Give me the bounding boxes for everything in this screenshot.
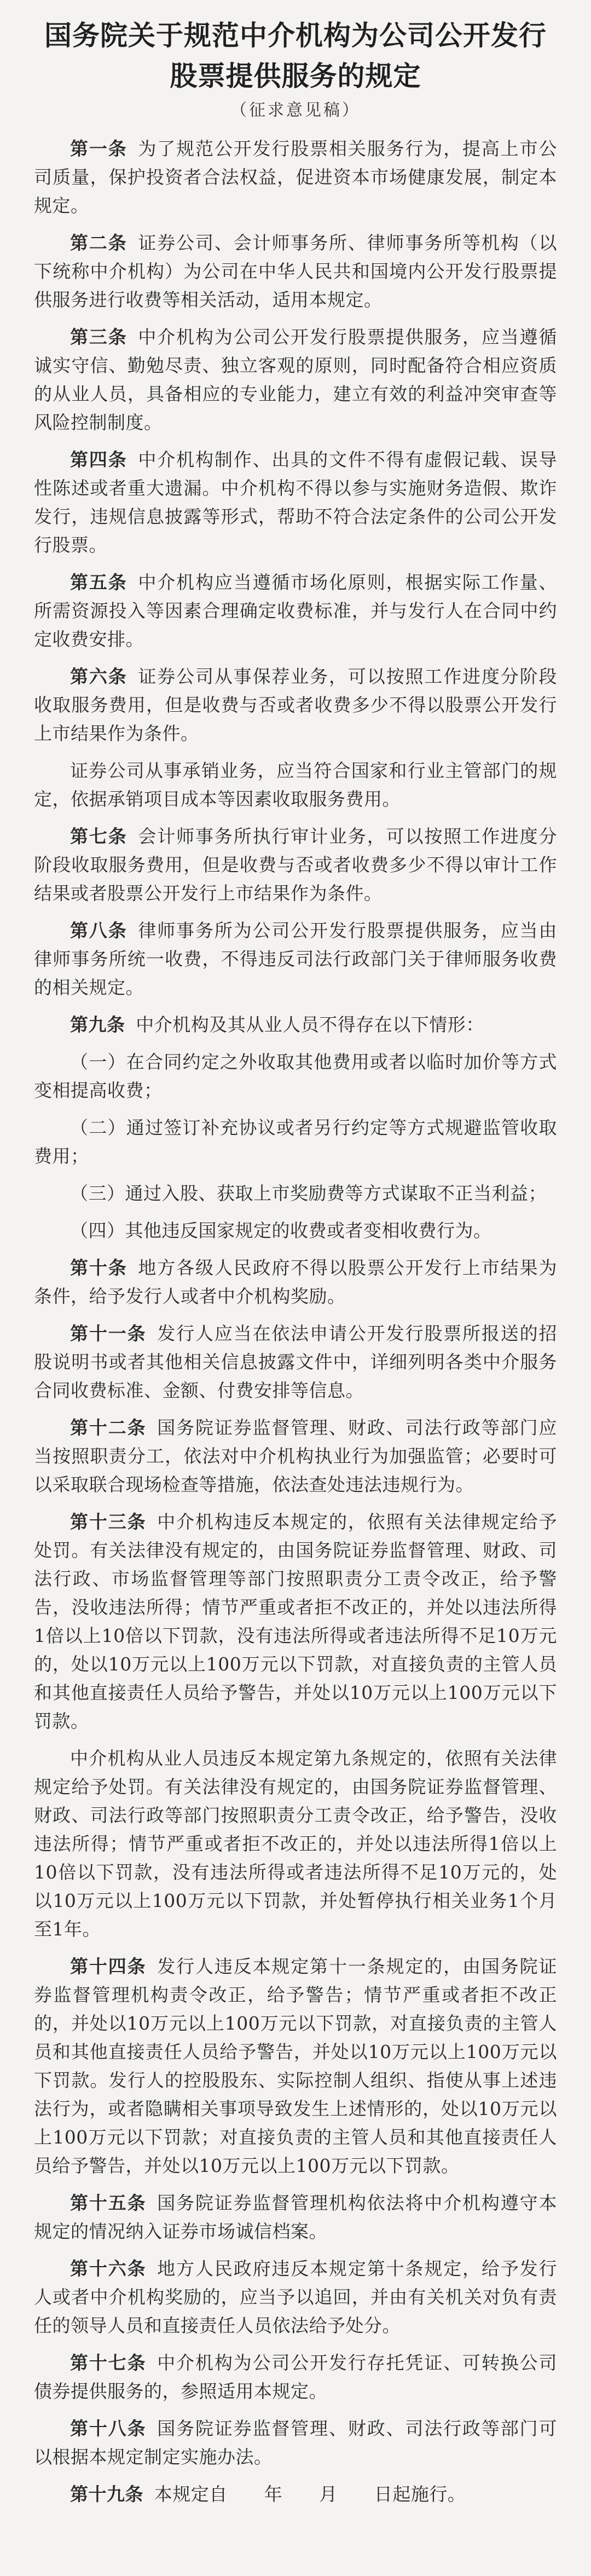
article-8 — [34, 917, 557, 1002]
article-text: 中介机构为公司公开发行股票提供服务，应当遵循诚实守信、勤勉尽责、独立客观的原则，同时配备符合相应资质的从业人员，具备相应的专业能力，建立有效的利益冲突审查等风险控制制度。 — [34, 326, 558, 433]
article-number: 第十一条 — [70, 1323, 147, 1344]
article-5 — [34, 568, 557, 654]
article-text: 地方人民政府违反本规定第十条规定，给予发行人或者中介机构奖励的，应当予以追回，并由有关机关对负有责任的领导人员和直接责任人员依法给予处分。 — [34, 2258, 558, 2336]
article-17 — [34, 2349, 557, 2406]
article-number: 第一条 — [70, 138, 128, 159]
article-text: 国务院证券监督管理、财政、司法行政等部门可以根据本规定制定实施办法。 — [34, 2418, 558, 2468]
article-number: 第二条 — [70, 232, 128, 253]
article-text: 律师事务所为公司公开发行股票提供服务，应当由律师事务所统一收费，不得违反司法行政部门关于律师服务收费的相关规定。 — [34, 920, 558, 998]
article-number: 第十九条 — [70, 2483, 143, 2505]
article-18 — [34, 2414, 557, 2471]
article-text: 本规定自 年 月 日起施行。 — [154, 2483, 466, 2505]
article-9-item-3 — [34, 1179, 557, 1208]
article-text: 发行人违反本规定第十一条规定的，由国务院证券监督管理机构责令改正，给予警告；情节严重或者拒不改正的，并处以10万元以上100万元以下罚款，对直接负责的主管人员和其他直接责任人员给予警告，并处以10万元以上100万元以下罚款。发行人的控股股东、实际控制人组织、指使从事上述违法行为，或者隐瞒相关事项导致发生上述情形的，处以10万元以上100万元以下罚款；对直接负责的主管人员和其他直接责任人员给予警告，并处以10万元以上100万元以下罚款。 — [34, 1956, 558, 2176]
article-number: 第五条 — [70, 572, 128, 593]
article-number: 第十二条 — [70, 1417, 147, 1438]
article-2 — [34, 229, 557, 314]
article-14 — [34, 1952, 557, 2180]
article-number: 第八条 — [70, 920, 128, 941]
article-text: 中介机构应当遵循市场化原则，根据实际工作量、所需资源投入等因素合理确定收费标准，并与发行人在合同中约定收费安排。 — [34, 572, 558, 650]
article-number: 第四条 — [70, 449, 128, 470]
article-9-item-4 — [34, 1217, 557, 1245]
article-text: 为了规范公开发行股票相关服务行为，提高上市公司质量，保护投资者合法权益，促进资本市场健康发展，制定本规定。 — [34, 138, 558, 216]
article-number: 第十八条 — [70, 2418, 147, 2439]
article-text: 中介机构制作、出具的文件不得有虚假记载、误导性陈述或者重大遗漏。中介机构不得以参与实施财务造假、欺诈发行，违规信息披露等形式，帮助不符合法定条件的公司公开发行股票。 — [34, 449, 558, 556]
article-number: 第三条 — [70, 326, 128, 348]
article-text: 地方各级人民政府不得以股票公开发行上市结果为条件，给予发行人或者中介机构奖励。 — [34, 1257, 558, 1307]
article-number: 第七条 — [70, 826, 128, 847]
article-number: 第十三条 — [70, 1511, 147, 1532]
article-text: （四）其他违反国家规定的收费或者变相收费行为。 — [70, 1220, 492, 1241]
article-7 — [34, 822, 557, 908]
article-text: （一）在合同约定之外收取其他费用或者以临时加价等方式变相提高收费； — [34, 1051, 557, 1101]
article-11 — [34, 1319, 557, 1405]
article-text: 中介机构违反本规定的，依照有关法律规定给予处罚。有关法律没有规定的，由国务院证券监督管理、财政、司法行政、市场监督管理等部门按照职责分工责令改正，给予警告，没收违法所得；情节严重或者拒不改正的，并处以违法所得1倍以上10倍以下罚款，没有违法所得或者违法所得不足10万元的，处以10万元以上100万元以下罚款，对直接负责的主管人员和其他直接责任人员给予警告，并处以10万元以上100万元以下罚款。 — [34, 1511, 558, 1732]
article-9-item-1 — [34, 1048, 557, 1105]
article-number: 第十四条 — [70, 1956, 147, 1977]
articles-body — [34, 135, 557, 2509]
article-13-paragraph-2 — [34, 1744, 557, 1944]
title-line-1: 国务院关于规范中介机构为公司公开发行 — [44, 19, 547, 51]
article-text: 证券公司从事保荐业务，可以按照工作进度分阶段收取服务费用，但是收费与否或者收费多少不得以股票公开发行上市结果作为条件。 — [34, 666, 558, 744]
article-text: 会计师事务所执行审计业务，可以按照工作进度分阶段收取服务费用，但是收费与否或者收费多少不得以审计工作结果或者股票公开发行上市结果作为条件。 — [34, 826, 558, 904]
article-number: 第九条 — [70, 1014, 125, 1035]
article-text: 国务院证券监督管理机构依法将中介机构遵守本规定的情况纳入证券市场诚信档案。 — [34, 2192, 558, 2242]
article-number: 第六条 — [70, 666, 128, 687]
article-text: （三）通过入股、获取上市奖励费等方式谋取不正当利益； — [70, 1183, 547, 1204]
article-10 — [34, 1254, 557, 1311]
article-9-item-2 — [34, 1114, 557, 1171]
document-subtitle: （征求意见稿） — [230, 101, 361, 120]
article-9 — [34, 1011, 557, 1039]
article-text: （二）通过签订补充协议或者另行约定等方式规避监管收取费用； — [34, 1117, 557, 1167]
article-number: 第十五条 — [70, 2192, 147, 2214]
article-number: 第十七条 — [70, 2352, 147, 2373]
article-text: 中介机构从业人员违反本规定第九条规定的，依照有关法律规定给予处罚。有关法律没有规定的，由国务院证券监督管理、财政、司法行政等部门按照职责分工责令改正，给予警告，没收违法所得；情节严重或者拒不改正的，并处以违法所得1倍以上10倍以下罚款，没有违法所得或者违法所得不足10万元的，处以10万元以上100万元以下罚款，并处暂停执行相关业务1个月至1年。 — [34, 1748, 557, 1940]
article-6 — [34, 662, 557, 748]
article-15 — [34, 2189, 557, 2246]
article-12 — [34, 1414, 557, 1499]
article-text: 中介机构为公司公开发行存托凭证、可转换公司债券提供服务的，参照适用本规定。 — [34, 2352, 558, 2402]
article-number: 第十条 — [70, 1257, 128, 1278]
article-text: 证券公司、会计师事务所、律师事务所等机构（以下统称中介机构）为公司在中华人民共和国境内公开发行股票提供服务进行收费等相关活动，适用本规定。 — [34, 232, 558, 310]
article-3 — [34, 323, 557, 437]
article-6-paragraph-2 — [34, 757, 557, 814]
article-13 — [34, 1508, 557, 1736]
article-number: 第十六条 — [70, 2258, 147, 2279]
article-1 — [34, 135, 557, 220]
article-text: 发行人应当在依法申请公开发行股票所报送的招股说明书或者其他相关信息披露文件中，详细列明各类中介服务合同收费标准、金额、付费安排等信息。 — [34, 1323, 558, 1401]
document-title — [34, 15, 557, 96]
article-4 — [34, 446, 557, 560]
article-text: 国务院证券监督管理、财政、司法行政等部门应当按照职责分工，依法对中介机构执业行为加强监管；必要时可以采取联合现场检查等措施，依法查处违法违规行为。 — [34, 1417, 558, 1495]
article-16 — [34, 2255, 557, 2340]
title-line-2: 股票提供服务的规定 — [170, 60, 421, 92]
article-text: 证券公司从事承销业务，应当符合国家和行业主管部门的规定，依据承销项目成本等因素收取服务费用。 — [34, 760, 557, 810]
article-text: 中介机构及其从业人员不得存在以下情形： — [136, 1014, 484, 1035]
article-19 — [34, 2480, 557, 2509]
